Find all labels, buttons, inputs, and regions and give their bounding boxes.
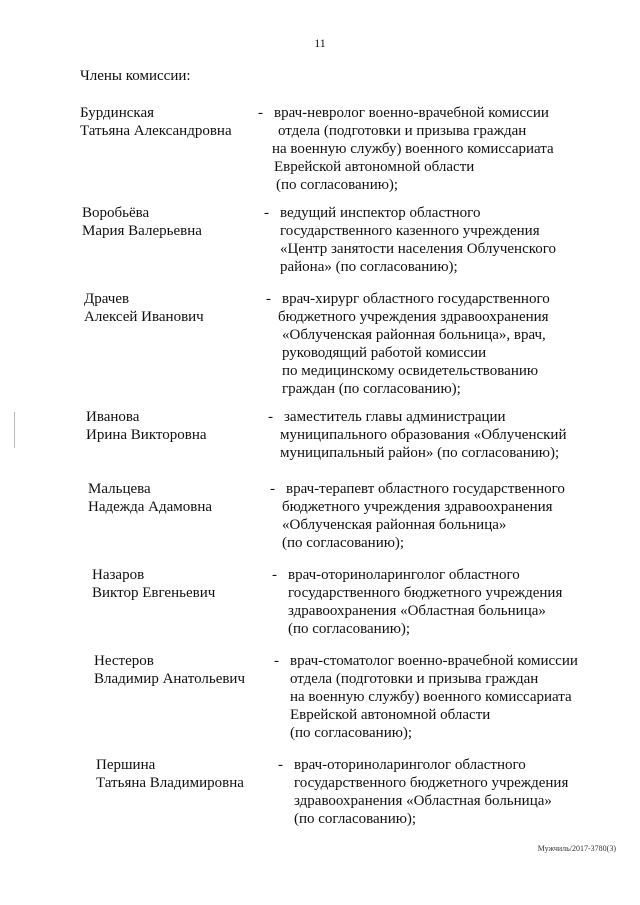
- position-line: «Облученская районная больница», врач,: [282, 327, 546, 343]
- member-position: [282, 480, 626, 552]
- member-given-names: Татьяна Александровна: [80, 123, 232, 139]
- position-line: отдела (подготовки и призыва граждан: [278, 123, 527, 139]
- member-name: [88, 480, 268, 516]
- position-line: граждан (по согласованию);: [282, 381, 461, 397]
- member-given-names: Ирина Викторовна: [86, 427, 207, 443]
- position-line: бюджетного учреждения здравоохранения: [278, 309, 549, 325]
- position-line: (по согласованию);: [276, 177, 399, 193]
- member-surname: Нестеров: [94, 653, 154, 669]
- position-line: района» (по согласованию);: [280, 259, 458, 275]
- member-dash: -: [272, 567, 277, 583]
- member-name: [94, 652, 274, 688]
- position-line: на военную службу) военного комиссариата: [272, 141, 554, 157]
- member-dash: -: [270, 481, 275, 497]
- position-line: муниципальный район» (по согласованию);: [280, 445, 560, 461]
- member-name: [84, 290, 264, 326]
- member-surname: Мальцева: [88, 481, 151, 497]
- member-name: [96, 756, 276, 792]
- position-line: Еврейской автономной области: [274, 159, 475, 175]
- member-name: [86, 408, 266, 444]
- member-position: [294, 756, 634, 828]
- position-line: (по согласованию);: [294, 811, 417, 827]
- position-line: по медицинскому освидетельствованию: [282, 363, 539, 379]
- document-footer-code: Мужчиль/2017-3780(3): [537, 844, 616, 853]
- member-dash: -: [274, 653, 279, 669]
- position-line: здравоохранения «Областная больница»: [294, 793, 552, 809]
- position-line: отдела (подготовки и призыва граждан: [290, 671, 539, 687]
- position-line: заместитель главы администрации: [284, 409, 506, 425]
- scan-margin-mark: [14, 412, 15, 448]
- member-dash: -: [268, 409, 273, 425]
- member-position: [278, 290, 622, 398]
- member-position: [280, 204, 620, 276]
- position-line: «Облученская районная больница»: [282, 517, 507, 533]
- member-dash: -: [264, 205, 269, 221]
- position-line: врач-оториноларинголог областного: [288, 567, 520, 583]
- member-surname: Воробьёва: [82, 205, 150, 221]
- position-line: бюджетного учреждения здравоохранения: [282, 499, 553, 515]
- member-given-names: Виктор Евгеньевич: [92, 585, 216, 601]
- position-line: муниципального образования «Облученский: [280, 427, 567, 443]
- member-surname: Назаров: [92, 567, 145, 583]
- member-given-names: Алексей Иванович: [84, 309, 204, 325]
- member-name: [92, 566, 272, 602]
- position-line: ведущий инспектор областного: [280, 205, 481, 221]
- position-line: на военную службу) военного комиссариата: [290, 689, 572, 705]
- position-line: Еврейской автономной области: [290, 707, 491, 723]
- member-given-names: Мария Валерьевна: [82, 223, 202, 239]
- member-surname: Иванова: [86, 409, 140, 425]
- member-surname: Першина: [96, 757, 156, 773]
- member-name: [82, 204, 262, 240]
- position-line: государственного бюджетного учреждения: [294, 775, 569, 791]
- position-line: врач-хирург областного государственного: [282, 291, 550, 307]
- member-position: [290, 652, 630, 742]
- position-line: «Центр занятости населения Облученского: [280, 241, 557, 257]
- position-line: врач-оториноларинголог областного: [294, 757, 526, 773]
- member-surname: Бурдинская: [80, 105, 155, 121]
- commission-members-heading: Члены комиссии:: [80, 68, 191, 84]
- position-line: государственного бюджетного учреждения: [288, 585, 563, 601]
- member-given-names: Надежда Адамовна: [88, 499, 213, 515]
- member-name: [80, 104, 260, 140]
- position-line: (по согласованию);: [282, 535, 405, 551]
- member-surname: Драчев: [84, 291, 130, 307]
- member-given-names: Владимир Анатольевич: [94, 671, 246, 687]
- position-line: (по согласованию);: [290, 725, 413, 741]
- position-line: врач-невролог военно-врачебной комиссии: [274, 105, 549, 121]
- member-given-names: Татьяна Владимировна: [96, 775, 244, 791]
- position-line: (по согласованию);: [288, 621, 411, 637]
- member-position: [288, 566, 628, 638]
- position-line: здравоохранения «Областная больница»: [288, 603, 546, 619]
- position-line: государственного казенного учреждения: [280, 223, 540, 239]
- position-line: руководящий работой комиссии: [282, 345, 487, 361]
- position-line: врач-терапевт областного государственного: [286, 481, 565, 497]
- member-dash: -: [266, 291, 271, 307]
- position-line: врач-стоматолог военно-врачебной комиссии: [290, 653, 578, 669]
- member-dash: -: [278, 757, 283, 773]
- member-dash: -: [258, 105, 263, 121]
- member-position: [280, 408, 624, 462]
- member-position: [274, 104, 614, 194]
- page-number: 11: [314, 36, 326, 50]
